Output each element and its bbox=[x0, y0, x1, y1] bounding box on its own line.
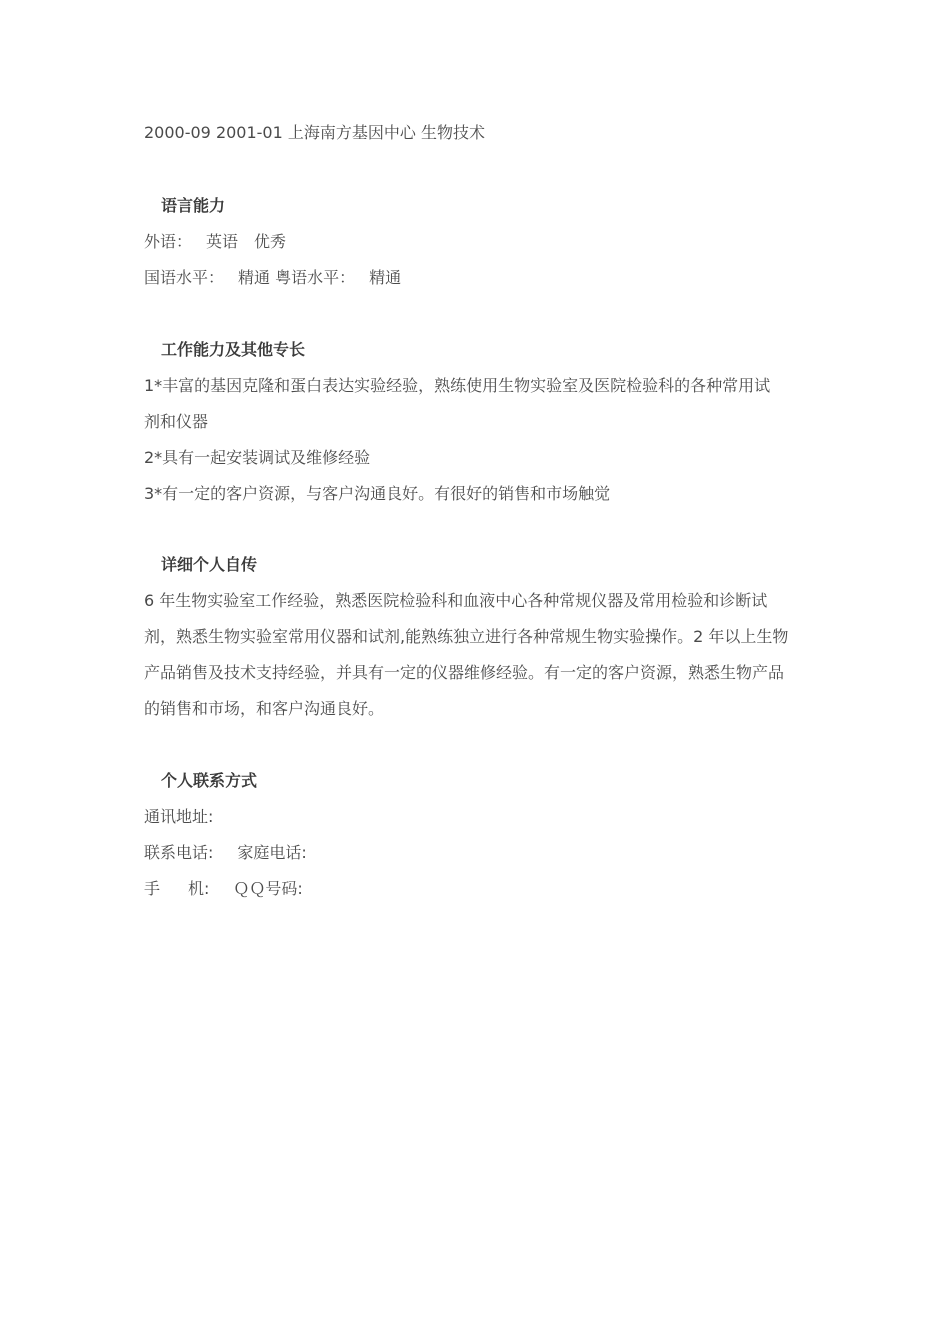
foreign-language-line bbox=[144, 232, 286, 252]
bio-line-1: 6 年生物实验室工作经验，熟悉医院检验科和血液中心各种常规仪器及常用检验和诊断试 bbox=[144, 591, 768, 610]
phone-line bbox=[144, 843, 307, 863]
foreign-language: 英语 bbox=[206, 232, 239, 251]
mandarin-label: 国语水平： bbox=[144, 268, 225, 287]
skills-item-2: 2*具有一起安装调试及维修经验 bbox=[144, 448, 371, 467]
bio-heading: 详细个人自传 bbox=[161, 555, 258, 574]
bio-line-3: 产品销售及技术支持经验，并具有一定的仪器维修经验。有一定的客户资源，熟悉生物产品 bbox=[144, 663, 785, 682]
bio-line-4: 的销售和市场，和客户沟通良好。 bbox=[144, 699, 385, 718]
address-line: 通讯地址: bbox=[144, 807, 214, 826]
mobile-label-part-2: 机: bbox=[188, 879, 210, 898]
foreign-label: 外语： bbox=[144, 232, 193, 251]
cantonese-level: 精通 bbox=[369, 268, 402, 287]
skills-item-3: 3*有一定的客户资源，与客户沟通良好。有很好的销售和市场触觉 bbox=[144, 484, 611, 503]
language-heading: 语言能力 bbox=[161, 196, 226, 215]
home-phone-label: 家庭电话: bbox=[237, 843, 307, 862]
foreign-level: 优秀 bbox=[254, 232, 287, 251]
cantonese-label: 粤语水平： bbox=[275, 268, 356, 287]
education-line: 2000-09 2001-01 上海南方基因中心 生物技术 bbox=[144, 123, 485, 142]
skills-heading: 工作能力及其他专长 bbox=[161, 340, 306, 359]
mobile-label-part-1: 手 bbox=[144, 879, 161, 898]
skills-item-1-line-2: 剂和仪器 bbox=[144, 412, 209, 431]
dialect-line bbox=[144, 268, 401, 288]
qq-label: ＱＱ号码: bbox=[233, 879, 303, 898]
contact-heading: 个人联系方式 bbox=[161, 771, 258, 790]
bio-line-2: 剂，熟悉生物实验室常用仪器和试剂,能熟练独立进行各种常规生物实验操作。2 年以上生物 bbox=[144, 627, 789, 646]
phone-label: 联系电话: bbox=[144, 843, 214, 862]
skills-item-1-line-1: 1*丰富的基因克隆和蛋白表达实验经验，熟练使用生物实验室及医院检验科的各种常用试 bbox=[144, 376, 771, 395]
mandarin-level: 精通 bbox=[238, 268, 271, 287]
mobile-line bbox=[144, 879, 303, 899]
